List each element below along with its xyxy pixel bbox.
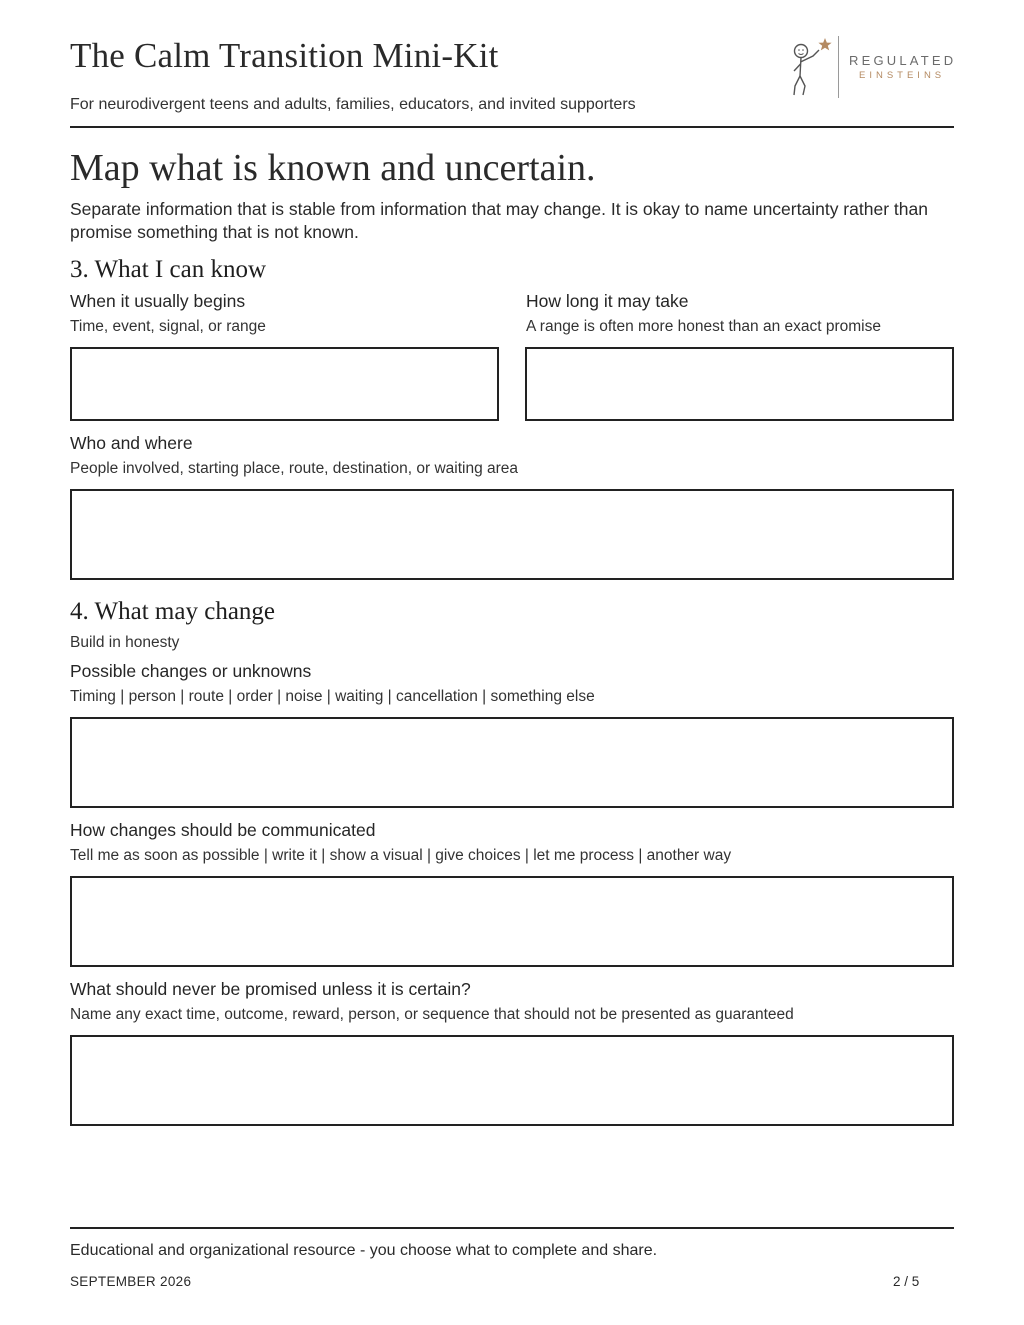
field-hint-begins: Time, event, signal, or range [70,318,266,335]
field-label-never-promise: What should never be promised unless it is certain? [70,979,471,999]
logo-divider [838,36,839,98]
document-subtitle: For neurodivergent teens and adults, families, educators, and invited supporters [70,96,636,113]
page-heading: Map what is known and uncertain. [70,147,596,189]
field-hint-duration: A range is often more honest than an exact promise [526,318,881,335]
stick-figure-reaching-star-icon [786,34,836,100]
changes-input-box[interactable] [70,717,954,808]
field-hint-changes: Timing | person | route | order | noise | waiting | cancellation | something else [70,688,595,705]
section-3-title: 3. What I can know [70,256,267,283]
footer-date: SEPTEMBER 2026 [70,1274,192,1289]
field-hint-who-where: People involved, starting place, route, destination, or waiting area [70,460,519,477]
logo-wordmark-bottom: EINSTEINS [859,70,946,81]
section-4-title: 4. What may change [70,598,276,625]
field-label-who-where: Who and where [70,433,193,453]
field-label-begins: When it usually begins [70,291,246,311]
logo-wordmark-top: REGULATED [849,53,957,68]
field-hint-communication: Tell me as soon as possible | write it | show a visual | give choices | let me process | another way [70,847,732,864]
who-where-input-box[interactable] [70,489,954,580]
begins-input-box[interactable] [70,347,499,421]
duration-input-box[interactable] [525,347,954,421]
footer-divider [70,1227,954,1229]
document-title: The Calm Transition Mini-Kit [70,36,499,75]
communication-input-box[interactable] [70,876,954,967]
header-divider [70,126,954,128]
never-promise-input-box[interactable] [70,1035,954,1126]
section-4-subtitle: Build in honesty [70,634,180,651]
field-label-changes: Possible changes or unknowns [70,661,312,681]
page-intro: Separate information that is stable from information that may change. It is okay to name uncertainty rather than promise something that is not known. [70,199,928,242]
field-label-communication: How changes should be communicated [70,820,376,840]
field-hint-never-promise: Name any exact time, outcome, reward, person, or sequence that should not be presented as guaranteed [70,1006,794,1023]
footer-note: Educational and organizational resource - you choose what to complete and share. [70,1242,658,1259]
field-label-duration: How long it may take [526,291,689,311]
page-number: 2 / 5 [893,1274,920,1289]
